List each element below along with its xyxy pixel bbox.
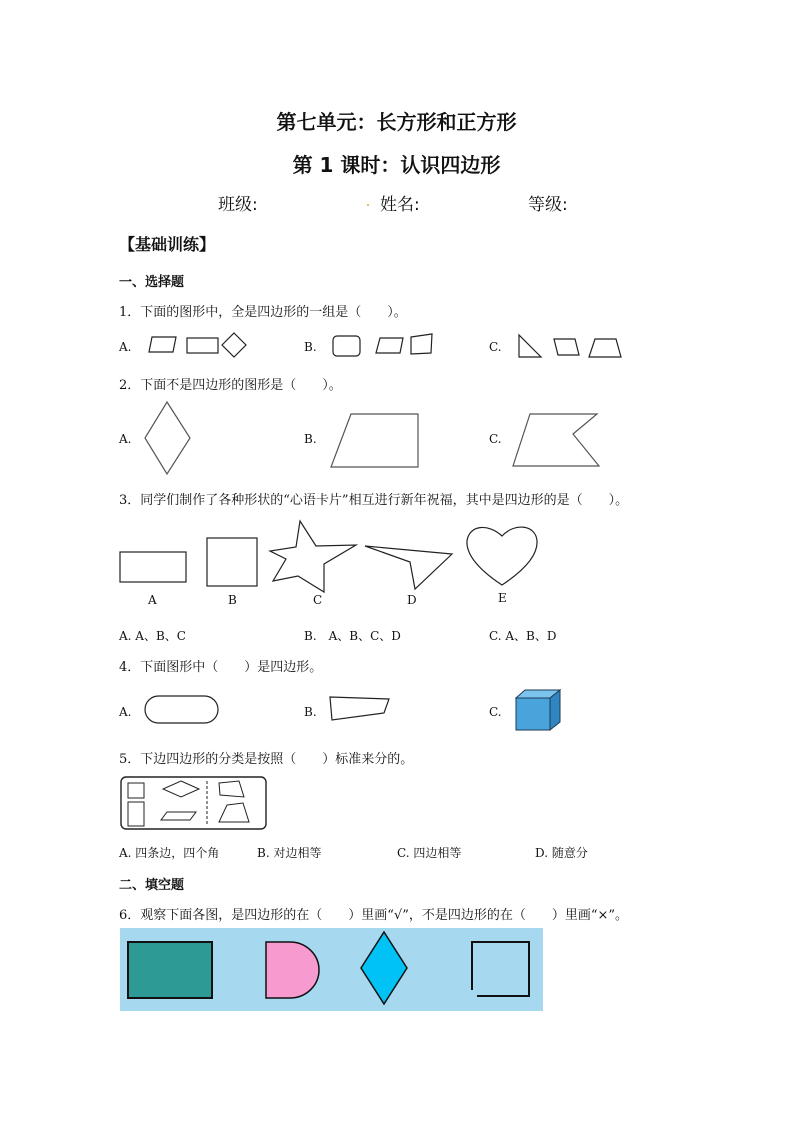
q3-shape-label-a: A	[148, 593, 157, 607]
q4-cube-icon	[513, 689, 565, 733]
q4-option-b-label: B.	[304, 705, 317, 719]
q5-classification-figure	[119, 775, 269, 833]
part1-heading: 一、选择题	[119, 275, 185, 290]
name-label: 姓名:	[380, 195, 420, 215]
q1-option-a-label: A.	[119, 340, 132, 354]
section-heading-basic: 【基础训练】	[119, 235, 216, 254]
question-2-text: 2．下面不是四边形的图形是（ ）。	[119, 378, 342, 393]
q5-option-d: D. 随意分	[535, 846, 588, 860]
q4-quadrilateral-shape	[328, 695, 392, 723]
part2-heading: 二、填空题	[119, 878, 185, 893]
q1-option-a-shapes	[147, 333, 249, 361]
page-title: 第七单元：长方形和正方形	[276, 110, 517, 134]
q2-arrow-shape	[511, 412, 603, 470]
q5-option-c: C. 四边相等	[397, 846, 462, 860]
class-label: 班级:	[218, 195, 258, 215]
question-5-text: 5．下边四边形的分类是按照（ ）标准来分的。	[119, 752, 414, 767]
q3-shape-label-c: C	[313, 593, 323, 607]
q4-option-a-label: A.	[119, 705, 132, 719]
q5-option-a: A. 四条边，四个角	[119, 846, 220, 860]
q1-option-c-label: C.	[489, 340, 502, 354]
q6-shapes-panel	[120, 928, 543, 1011]
q3-shape-label-d: D	[407, 593, 417, 607]
page-subtitle: 第 1 课时：认识四边形	[292, 153, 501, 177]
q1-option-b-shapes	[332, 333, 436, 361]
q1-option-c-shapes	[517, 333, 625, 361]
decorative-dot	[367, 204, 369, 206]
q2-option-c-label: C.	[489, 432, 502, 446]
q2-rhombus-shape	[144, 402, 194, 476]
q3-option-c: C. A、B、D	[489, 629, 557, 643]
q3-option-a: A. A、B、C	[119, 629, 186, 643]
q2-trapezoid-shape	[329, 412, 421, 470]
q4-stadium-shape	[144, 694, 220, 726]
q2-option-b-label: B.	[304, 432, 317, 446]
question-3-text: 3．同学们制作了各种形状的“心语卡片”相互进行新年祝福，其中是四边形的是（ ）。	[119, 493, 629, 508]
q2-option-a-label: A.	[119, 432, 132, 446]
question-1-text: 1．下面的图形中，全是四边形的一组是（ ）。	[119, 305, 407, 320]
q3-option-b: B. A、B、C、D	[304, 629, 401, 643]
question-6-text: 6．观察下面各图，是四边形的在（ ）里画“√”，不是四边形的在（ ）里画“×”。	[119, 908, 629, 923]
q4-option-c-label: C.	[489, 705, 502, 719]
q5-option-b: B. 对边相等	[257, 846, 322, 860]
q3-shape-label-e: E	[498, 591, 507, 605]
grade-label: 等级:	[528, 195, 568, 215]
q3-card-shapes	[118, 519, 548, 609]
question-4-text: 4．下面图形中（ ）是四边形。	[119, 660, 323, 675]
q1-option-b-label: B.	[304, 340, 317, 354]
q3-shape-label-b: B	[228, 593, 237, 607]
